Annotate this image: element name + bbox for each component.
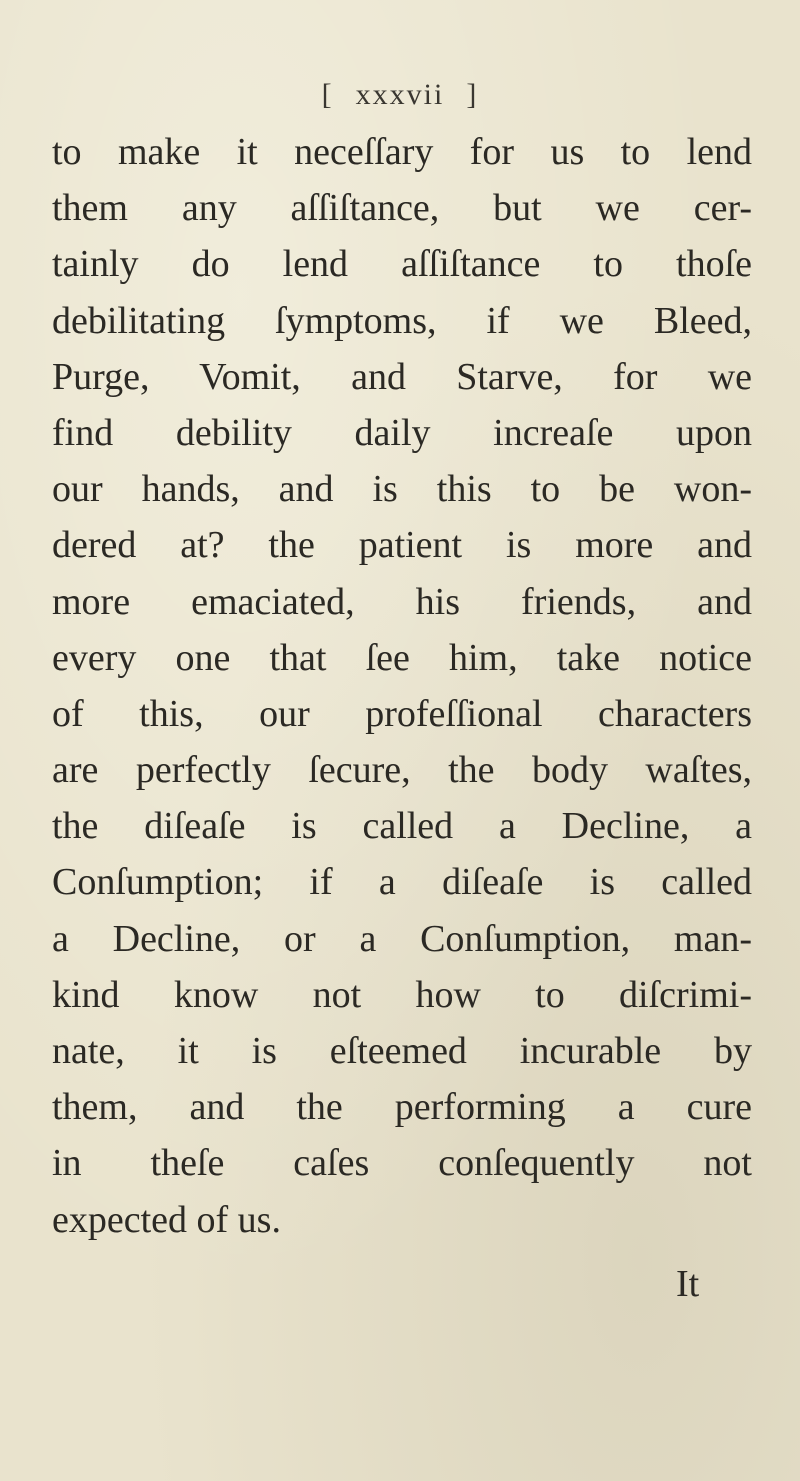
text-line: nate, it is eſteemed incurable by bbox=[52, 1030, 752, 1072]
text-line: expected of us. bbox=[52, 1198, 281, 1241]
text-line: Conſumption; if a diſeaſe is called bbox=[52, 861, 752, 904]
text-line: in theſe caſes conſequently not bbox=[52, 1142, 752, 1185]
text-line: a Decline, or a Conſumption, man- bbox=[52, 917, 752, 960]
text-line: them, and the performing a cure bbox=[52, 1086, 752, 1129]
text-line: of this, our profeſſional characters bbox=[52, 692, 752, 735]
text-line: dered at? the patient is more and bbox=[52, 524, 752, 567]
text-line: are perfectly ſecure, the body waſtes, bbox=[52, 749, 752, 792]
text-line: them any aſſiſtance, but we cer- bbox=[52, 187, 752, 230]
text-line: find debility daily increaſe upon bbox=[52, 411, 752, 454]
header-bracket-right: ] bbox=[466, 78, 479, 111]
header-bracket-left: [ bbox=[321, 78, 334, 111]
text-line: to make it neceſſary for us to lend bbox=[52, 131, 752, 173]
text-line: Purge, Vomit, and Starve, for we bbox=[52, 355, 752, 398]
catchword: It bbox=[676, 1263, 700, 1305]
text-line: kind know not how to diſcrimi- bbox=[52, 973, 752, 1016]
text-line: every one that ſee him, take notice bbox=[52, 636, 752, 679]
body-text bbox=[52, 124, 752, 1248]
text-line: more emaciated, his friends, and bbox=[52, 580, 752, 623]
text-line: our hands, and is this to be won- bbox=[52, 468, 752, 511]
text-line: tainly do lend aſſiſtance to thoſe bbox=[52, 243, 752, 286]
text-line: the diſeaſe is called a Decline, a bbox=[52, 805, 752, 848]
text-line: debilitating ſymptoms, if we Bleed, bbox=[52, 299, 752, 342]
page-header bbox=[0, 78, 800, 112]
page-number: xxxvii bbox=[355, 78, 445, 111]
